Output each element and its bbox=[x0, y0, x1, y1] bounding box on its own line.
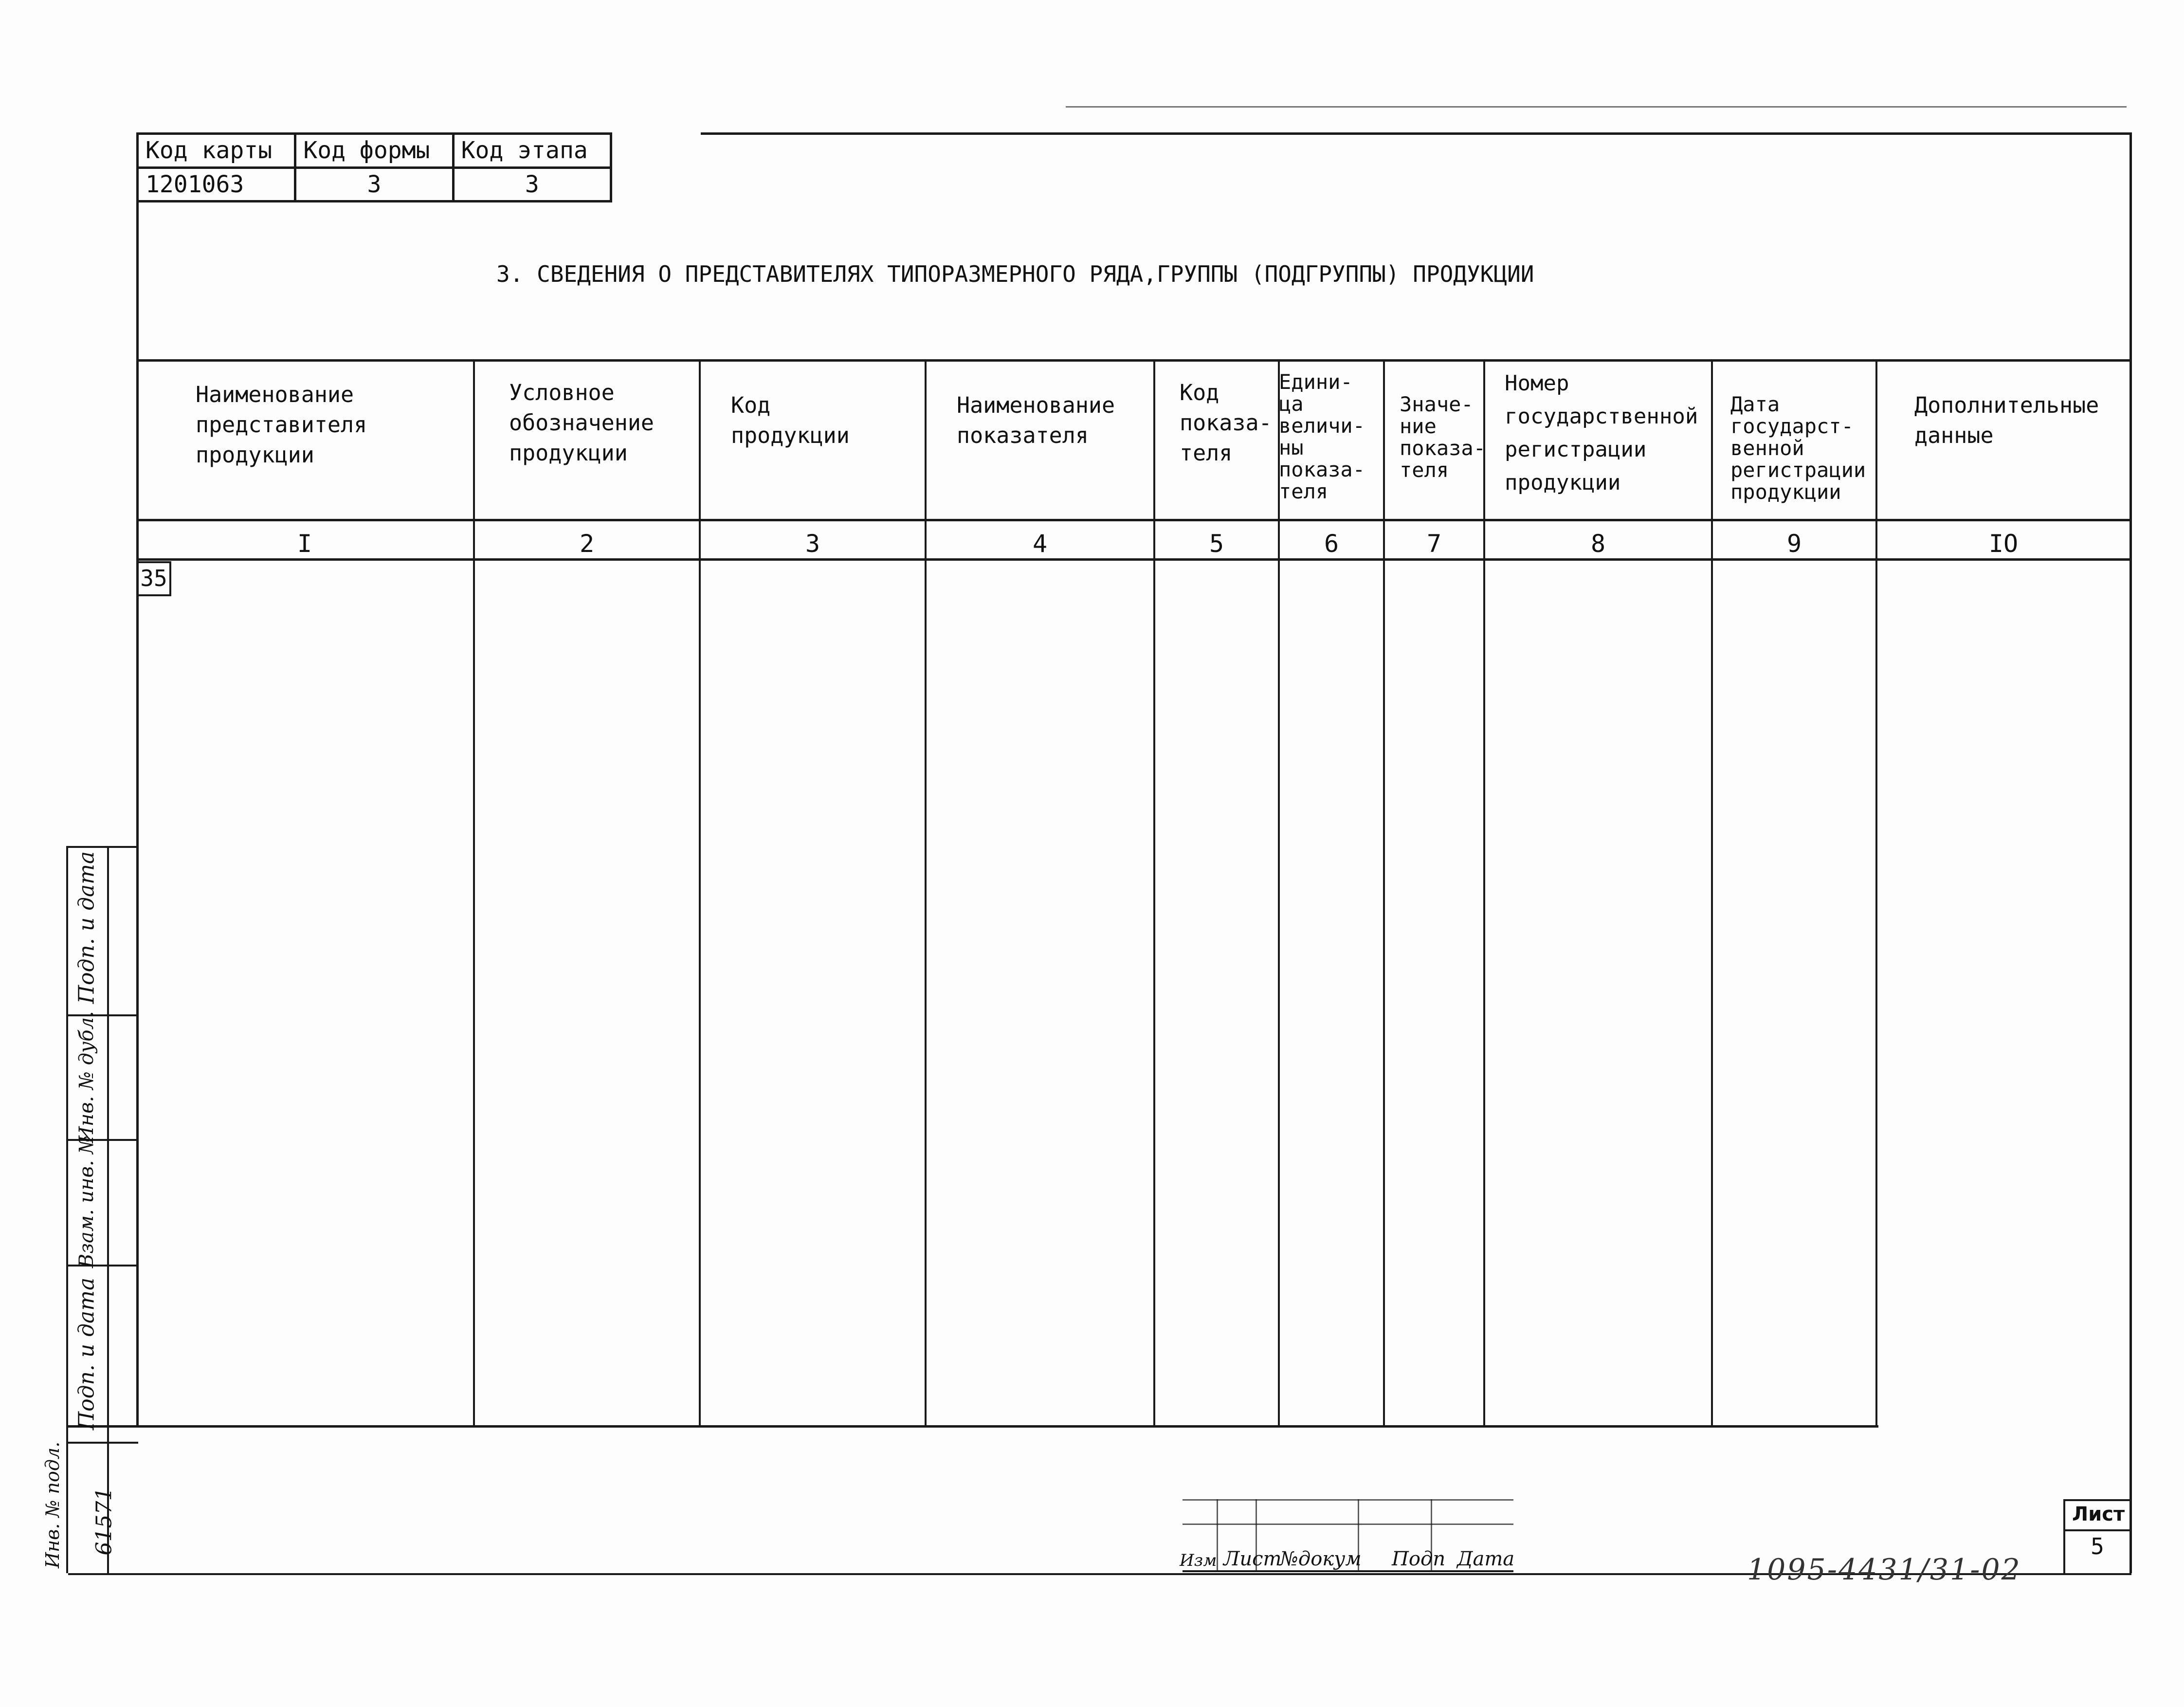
col-num-1: I bbox=[297, 530, 312, 558]
form-title: 3. СВЕДЕНИЯ О ПРЕДСТАВИТЕЛЯХ ТИПОРАЗМЕРНОГО РЯДА,ГРУППЫ (ПОДГРУППЫ) ПРОДУКЦИИ bbox=[496, 261, 1534, 287]
col-num-6: 6 bbox=[1324, 530, 1339, 558]
top-frame-rule bbox=[701, 132, 2131, 135]
col-sep-3 bbox=[925, 359, 927, 1425]
col-head-2: Условное обозначение продукции bbox=[509, 380, 655, 466]
sheet-label: Лист bbox=[2072, 1503, 2125, 1525]
sheet-box-mid bbox=[2063, 1529, 2131, 1531]
col-num-10: IO bbox=[1988, 530, 2019, 558]
col-sep-5 bbox=[1278, 359, 1280, 1425]
col-sep-9 bbox=[1875, 359, 1877, 1425]
left-frame-rule bbox=[136, 202, 139, 1425]
top-faint-rule bbox=[1066, 106, 2127, 108]
side-label-sign-date-2: Подп. и дата bbox=[74, 1277, 99, 1431]
number-row-bottom-rule bbox=[136, 558, 2131, 561]
tb-label-sheet: Лист bbox=[1223, 1548, 1282, 1570]
col-head-3: Код продукции bbox=[731, 392, 850, 448]
col-num-3: 3 bbox=[805, 530, 820, 558]
title-block-top bbox=[1183, 1499, 1513, 1501]
card-code-label: Код карты bbox=[138, 134, 295, 168]
tb-label-sign: Подп bbox=[1392, 1548, 1446, 1570]
side-stamp-outer bbox=[66, 846, 68, 1573]
side-label-sign-date-1: Подп. и дата bbox=[74, 851, 99, 1004]
col-sep-1 bbox=[473, 359, 475, 1425]
col-head-1: Наименование представителя продукции bbox=[196, 382, 367, 468]
col-head-4: Наименование показателя bbox=[957, 392, 1115, 448]
col-sep-8 bbox=[1711, 359, 1713, 1425]
header-bottom-rule bbox=[136, 519, 2131, 521]
side-label-dup-inv: Инв. № дубл. bbox=[75, 1011, 98, 1143]
col-head-8: Номер государственной регистрации продукции bbox=[1505, 371, 1698, 495]
sheet-box-top bbox=[2063, 1499, 2131, 1501]
col-head-10: Дополнительные данные bbox=[1914, 392, 2099, 448]
col-num-8: 8 bbox=[1590, 530, 1606, 558]
side-stamp-inner bbox=[107, 846, 109, 1573]
title-block-mid bbox=[1183, 1523, 1513, 1525]
doc-code: 1095-4431/31-02 bbox=[1747, 1553, 2021, 1587]
col-sep-7 bbox=[1483, 359, 1485, 1425]
right-frame-rule bbox=[2129, 132, 2132, 1573]
side-label-orig-inv: Инв. № подл. bbox=[42, 1441, 63, 1568]
side-inv-number: 61571 bbox=[91, 1487, 117, 1556]
tb-label-date: Дата bbox=[1457, 1548, 1515, 1570]
form-code-label: Код формы bbox=[295, 134, 453, 168]
col-sep-4 bbox=[1153, 359, 1155, 1425]
tb-sep-1 bbox=[1217, 1499, 1218, 1570]
row-marker: 35 bbox=[136, 561, 171, 596]
col-sep-2 bbox=[699, 359, 701, 1425]
side-label-repl-inv: Взам. инв. № bbox=[75, 1135, 98, 1268]
stage-code-value: 3 bbox=[453, 167, 611, 202]
sheet-number: 5 bbox=[2091, 1533, 2104, 1560]
col-head-7: Значе- ние показа- теля bbox=[1400, 392, 1486, 482]
card-code-box bbox=[136, 132, 612, 202]
col-head-5: Код показа- теля bbox=[1180, 380, 1272, 466]
table-bottom-rule bbox=[68, 1425, 1878, 1428]
col-num-5: 5 bbox=[1209, 530, 1224, 558]
tb-label-change: Изм bbox=[1180, 1551, 1217, 1570]
col-head-6: Едини- ца величи- ны показа- теля bbox=[1279, 370, 1365, 503]
tb-label-docnum: №докум bbox=[1280, 1548, 1362, 1570]
col-head-9: Дата государст- венной регистрации продукции bbox=[1730, 392, 1866, 504]
stage-code-label: Код этапа bbox=[453, 134, 611, 168]
form-code-value: 3 bbox=[295, 167, 453, 202]
col-sep-6 bbox=[1383, 359, 1385, 1425]
card-code-value: 1201063 bbox=[138, 167, 295, 202]
col-num-4: 4 bbox=[1032, 530, 1048, 558]
col-num-2: 2 bbox=[579, 530, 595, 558]
title-block-base bbox=[1183, 1570, 1513, 1572]
col-num-7: 7 bbox=[1426, 530, 1442, 558]
col-num-9: 9 bbox=[1786, 530, 1802, 558]
table-top-rule bbox=[136, 359, 2131, 362]
